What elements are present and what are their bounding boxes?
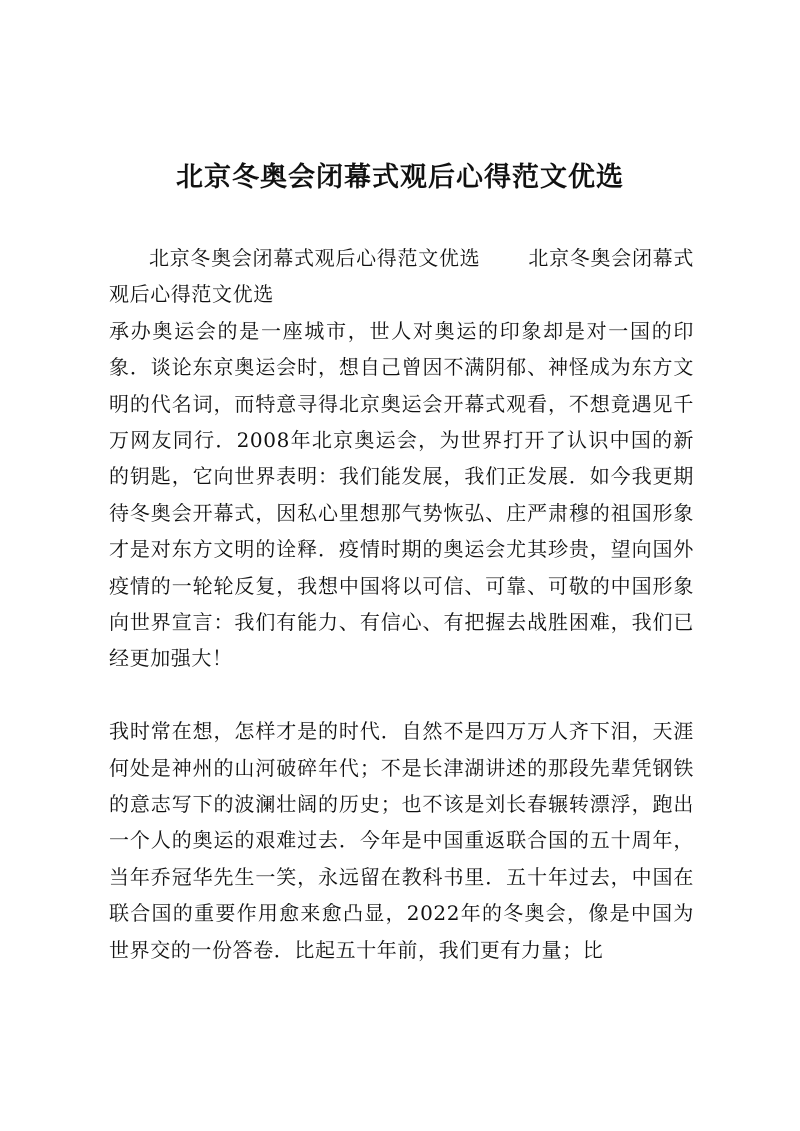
body-paragraph-2: 我时常在想，怎样才是的时代．自然不是四万万人齐下泪，天涯何处是神州的山河破碎年代；不是长津湖讲述的那段先辈凭钢铁的意志写下的波澜壮阔的历史；也不该是刘长春辗转漂浮，跑出一个人的奥运的艰难过去．今年是中国重返联合国的五十周年，当年乔冠华先生一笑，永远留在教科书里．五十年过去，中国在联合国的重要作用愈来愈凸显，2022年的冬奥会，像是中国为世界交的一份答卷．比起五十年前，我们更有力量；比	[109, 719, 694, 962]
body-paragraph-1: 承办奥运会的是一座城市，世人对奥运的印象却是对一国的印象．谈论东京奥运会时，想自己曾因不满阴郁、神怪成为东方文明的代名词，而特意寻得北京奥运会开幕式观看，不想竟遇见千万网友同行．2008年北京奥运会，为世界打开了认识中国的新的钥匙，它向世界表明：我们能发展，我们正发展．如今我更期待冬奥会开幕式，因私心里想那气势恢弘、庄严肃穆的祖国形象才是对东方文明的诠释．疫情时期的奥运会尤其珍贵，望向国外疫情的一轮轮反复，我想中国将以可信、可靠、可敬的中国形象向世界宣言：我们有能力、有信心、有把握去战胜困难，我们已经更加强大！	[109, 318, 694, 671]
document-body	[109, 240, 694, 968]
intro-text-part1: 北京冬奥会闭幕式观后心得范文优选	[149, 246, 481, 270]
intro-paragraph	[109, 240, 694, 313]
intro-text-part2: 北京冬奥会闭幕式观后心得范文优选	[109, 246, 694, 307]
paragraph-gap	[109, 677, 694, 713]
document-title: 北京冬奥会闭幕式观后心得范文优选	[176, 162, 624, 193]
